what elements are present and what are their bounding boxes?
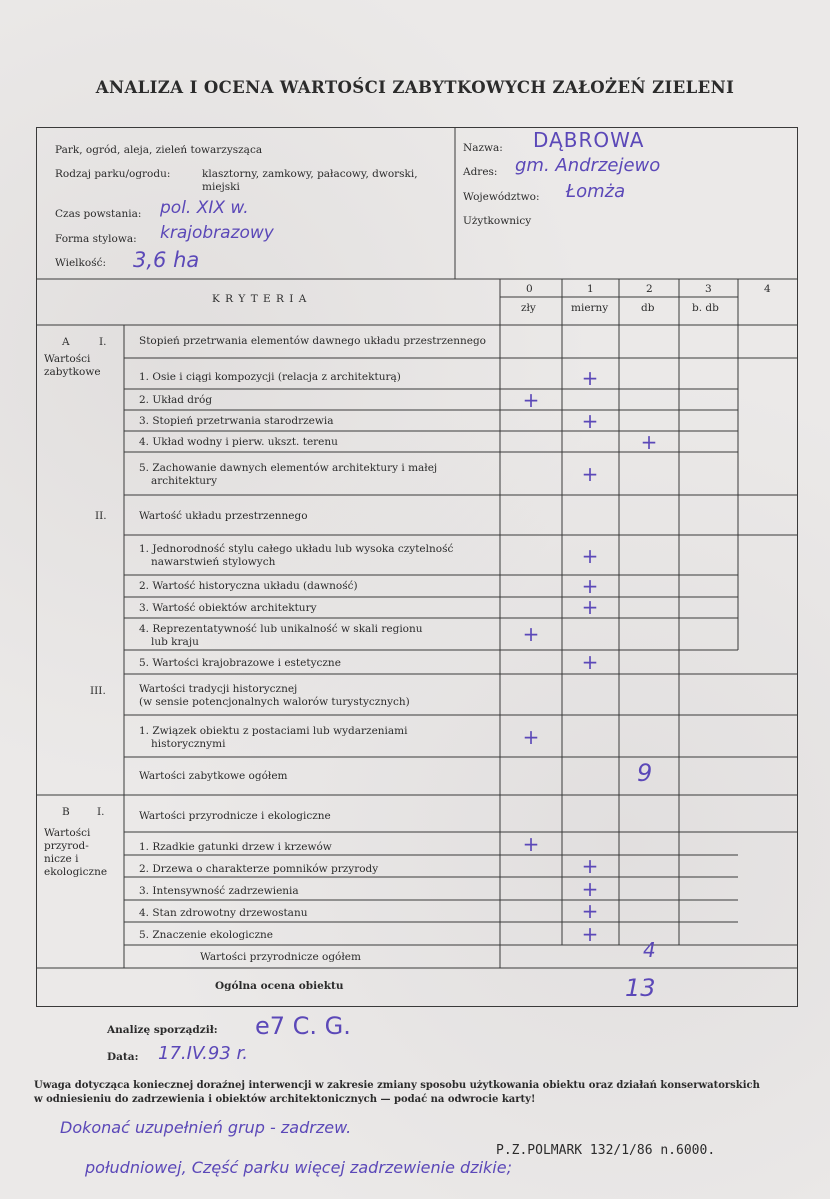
intervention-note-1: Uwaga dotycząca koniecznej doraźnej interwencji w zakresie zmiany sposobu użytkowania obiektu oraz działań konserwatorskich <box>34 1080 760 1091</box>
address-label: Adres: <box>463 166 498 178</box>
score-0-num: 0 <box>526 283 533 295</box>
sub1-row-3: 3. Stopień przetrwania starodrzewia <box>139 415 334 427</box>
section-b-row-3: 3. Intensywność zadrzewienia <box>139 885 299 897</box>
section-a-total-label: Wartości zabytkowe ogółem <box>139 770 288 782</box>
score-mark: + <box>581 595 599 619</box>
handwritten-note-2: południowej, Część parku więcej zadrzewienie dzikie; <box>85 1158 512 1177</box>
period-label: Czas powstania: <box>55 208 142 220</box>
analysis-signature: e7 C. G. <box>255 1012 351 1040</box>
section-b-total-label: Wartości przyrodnicze ogółem <box>200 951 361 963</box>
sub2-row-4b: lub kraju <box>151 636 199 648</box>
section-b-group-label-2: przyrod- <box>44 840 89 852</box>
sub1-row-5: 5. Zachowanie dawnych elementów architektury i małej <box>139 462 438 474</box>
sub2-row-1: 1. Jednorodność stylu całego układu lub wysoka czytelność <box>139 543 454 555</box>
section-a-numeral-2: II. <box>95 510 107 522</box>
date-value: 17.IV.93 r. <box>158 1043 248 1064</box>
sub2-row-1b: nawarstwień stylowych <box>151 556 276 568</box>
sub1-title: Stopień przetrwania elementów dawnego układu przestrzennego <box>139 335 486 347</box>
sub2-row-3: 3. Wartość obiektów architektury <box>139 602 317 614</box>
section-b-title: Wartości przyrodnicze i ekologiczne <box>139 810 331 822</box>
section-a-group-label-1: Wartości <box>44 353 91 365</box>
printer-stamp: P.Z.POLMARK 132/1/86 n.6000. <box>496 1143 716 1158</box>
name-label: Nazwa: <box>463 142 503 154</box>
score-3-num: 3 <box>705 283 712 295</box>
overall-value: 13 <box>625 974 656 1002</box>
criteria-label: K R Y T E R I A <box>212 293 308 305</box>
score-mark: + <box>522 388 540 412</box>
score-mark: + <box>581 462 599 486</box>
score-1-label: mierny <box>571 302 609 314</box>
style-label: Forma stylowa: <box>55 233 137 245</box>
section-a-total-value: 9 <box>637 759 653 787</box>
score-0-label: zły <box>521 302 536 314</box>
score-mark: + <box>581 544 599 568</box>
sub3-title-2: (w sensie potencjonalnych walorów turystycznych) <box>139 696 410 708</box>
form-title: ANALIZA I OCENA WARTOŚCI ZABYTKOWYCH ZAŁOŻEŃ ZIELENI <box>95 78 735 97</box>
size-label: Wielkość: <box>55 257 107 269</box>
section-b-group-label-3: nicze i <box>44 853 79 865</box>
sub3-row-1b: historycznymi <box>151 738 226 750</box>
score-mark: + <box>581 650 599 674</box>
section-b-group-label-1: Wartości <box>44 827 91 839</box>
sub2-row-4: 4. Reprezentatywność lub unikalność w skali regionu <box>139 623 423 635</box>
handwritten-note-1: Dokonać uzupełnień grup - zadrzew. <box>60 1118 352 1137</box>
voivodeship-label: Województwo: <box>463 191 540 203</box>
score-mark: + <box>581 899 599 923</box>
sub1-row-1: 1. Osie i ciągi kompozycji (relacja z architekturą) <box>139 371 401 383</box>
section-b-letter: B <box>62 806 70 818</box>
score-mark: + <box>522 725 540 749</box>
score-mark: + <box>522 622 540 646</box>
users-label: Użytkownicy <box>463 215 532 227</box>
name-value: DĄBROWA <box>533 128 645 152</box>
overall-label: Ogólna ocena obiektu <box>215 980 344 992</box>
score-mark: + <box>581 574 599 598</box>
score-1-num: 1 <box>587 283 594 295</box>
size-value: 3,6 ha <box>133 248 200 272</box>
score-mark: + <box>640 430 658 454</box>
sub3-title: Wartości tradycji historycznej <box>139 683 298 695</box>
voivodeship-value: Łomża <box>566 181 626 202</box>
section-a-letter: A <box>62 336 70 348</box>
sub3-row-1: 1. Związek obiektu z postaciami lub wydarzeniami <box>139 725 408 737</box>
score-2-label: db <box>641 302 655 314</box>
park-kind-options-2: miejski <box>202 181 240 193</box>
section-b-numeral-1: I. <box>97 806 105 818</box>
style-value: krajobrazowy <box>160 223 274 243</box>
score-4-num: 4 <box>764 283 771 295</box>
park-kind-label: Rodzaj parku/ogrodu: <box>55 168 171 180</box>
date-label: Data: <box>107 1051 139 1063</box>
sub1-row-2: 2. Układ dróg <box>139 394 213 406</box>
score-mark: + <box>581 922 599 946</box>
section-a-numeral-3: III. <box>90 685 106 697</box>
score-3-label: b. db <box>692 302 719 314</box>
sub2-row-2: 2. Wartość historyczna układu (dawność) <box>139 580 358 592</box>
score-mark: + <box>581 854 599 878</box>
score-2-num: 2 <box>646 283 653 295</box>
sub1-row-5b: architektury <box>151 475 218 487</box>
sub1-row-4: 4. Układ wodny i pierw. ukszt. terenu <box>139 436 338 448</box>
section-a-group-label-2: zabytkowe <box>44 366 101 378</box>
score-mark: + <box>581 366 599 390</box>
score-mark: + <box>581 409 599 433</box>
park-type-line: Park, ogród, aleja, zieleń towarzysząca <box>55 144 263 156</box>
section-b-total-value: 4 <box>643 938 656 962</box>
sub2-row-5: 5. Wartości krajobrazowe i estetyczne <box>139 657 341 669</box>
section-a-numeral-1: I. <box>99 336 107 348</box>
intervention-note-2: w odniesieniu do zadrzewienia i obiektów architektonicznych — podać na odwrocie karty! <box>34 1094 536 1105</box>
period-value: pol. XIX w. <box>160 198 249 218</box>
section-b-row-5: 5. Znaczenie ekologiczne <box>139 929 274 941</box>
section-b-group-label-4: ekologiczne <box>44 866 108 878</box>
section-b-row-4: 4. Stan zdrowotny drzewostanu <box>139 907 308 919</box>
park-kind-options: klasztorny, zamkowy, pałacowy, dworski, <box>202 168 418 180</box>
section-b-row-2: 2. Drzewa o charakterze pomników przyrody <box>139 863 379 875</box>
score-mark: + <box>522 832 540 856</box>
analysis-label: Analizę sporządził: <box>107 1024 218 1036</box>
sub2-title: Wartość układu przestrzennego <box>139 510 308 522</box>
section-b-row-1: 1. Rzadkie gatunki drzew i krzewów <box>139 841 332 853</box>
address-value: gm. Andrzejewo <box>515 155 661 176</box>
score-mark: + <box>581 877 599 901</box>
